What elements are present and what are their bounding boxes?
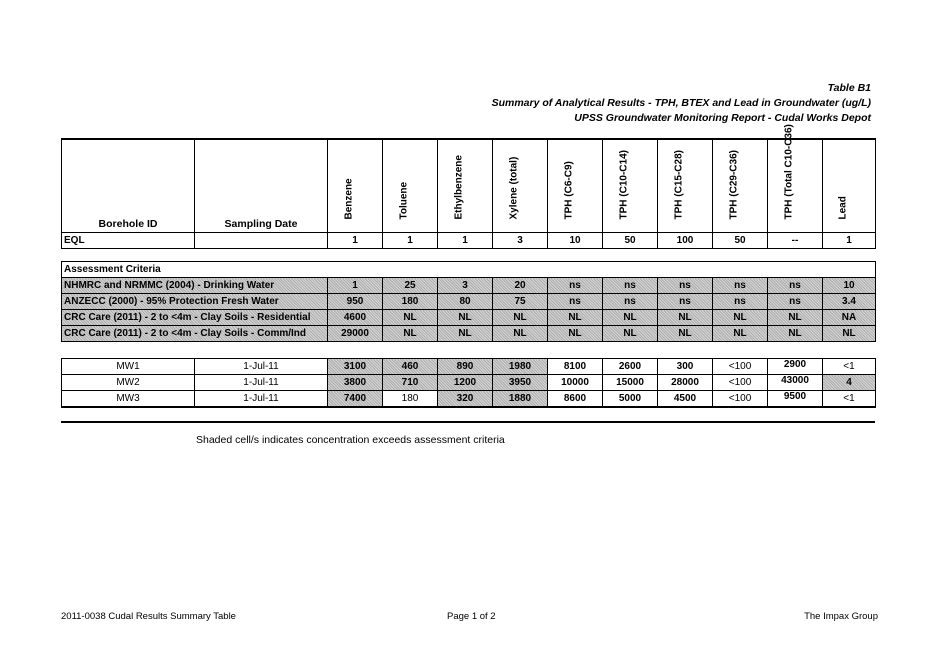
eql-value: 1 xyxy=(383,233,438,249)
criteria-title: Assessment Criteria xyxy=(62,262,876,278)
col-borehole-id: Borehole ID xyxy=(62,139,195,233)
criteria-value: 20 xyxy=(493,278,548,294)
sampling-date: 1-Jul-11 xyxy=(195,391,328,408)
result-value: 3800 xyxy=(328,375,383,391)
result-value: 1200 xyxy=(438,375,493,391)
criteria-value: NL xyxy=(713,310,768,326)
col-benzene: Benzene xyxy=(328,139,383,233)
eql-row xyxy=(62,233,876,249)
eql-value: 1 xyxy=(328,233,383,249)
result-value: 1880 xyxy=(493,391,548,408)
criteria-value: 25 xyxy=(383,278,438,294)
criteria-value: NL xyxy=(768,310,823,326)
criteria-label: CRC Care (2011) - 2 to <4m - Clay Soils - Comm/Ind xyxy=(62,326,328,342)
criteria-value: NL xyxy=(768,326,823,342)
result-value: 7400 xyxy=(328,391,383,408)
criteria-value: NL xyxy=(658,326,713,342)
result-value: 180 xyxy=(383,391,438,408)
result-value: 8600 xyxy=(548,391,603,408)
result-value: 2900 xyxy=(768,359,823,375)
result-value: 3100 xyxy=(328,359,383,375)
result-value: 1980 xyxy=(493,359,548,375)
result-value: 43000 xyxy=(768,375,823,391)
criteria-value: NL xyxy=(383,310,438,326)
eql-label: EQL xyxy=(62,233,195,249)
result-row xyxy=(62,391,876,408)
col-lead: Lead xyxy=(823,139,876,233)
result-value: 5000 xyxy=(603,391,658,408)
result-value: 320 xyxy=(438,391,493,408)
col-xylene: Xylene (total) xyxy=(493,139,548,233)
criteria-value: 4600 xyxy=(328,310,383,326)
criteria-value: NL xyxy=(713,326,768,342)
result-value: <100 xyxy=(713,391,768,408)
criteria-value: ns xyxy=(658,294,713,310)
result-value: 460 xyxy=(383,359,438,375)
result-value: 28000 xyxy=(658,375,713,391)
result-value: 15000 xyxy=(603,375,658,391)
eql-value: 1 xyxy=(438,233,493,249)
eql-value: 1 xyxy=(823,233,876,249)
criteria-value: NL xyxy=(603,310,658,326)
criteria-value: 3 xyxy=(438,278,493,294)
eql-value: -- xyxy=(768,233,823,249)
result-value: 9500 xyxy=(768,391,823,408)
criteria-value: NL xyxy=(438,326,493,342)
result-row xyxy=(62,375,876,391)
criteria-label: NHMRC and NRMMC (2004) - Drinking Water xyxy=(62,278,328,294)
criteria-value: ns xyxy=(603,294,658,310)
criteria-value: ns xyxy=(548,278,603,294)
col-toluene: Toluene xyxy=(383,139,438,233)
result-value: 10000 xyxy=(548,375,603,391)
borehole-id: MW3 xyxy=(62,391,195,408)
criteria-table xyxy=(61,261,876,342)
col-tph-c15-c28: TPH (C15-C28) xyxy=(658,139,713,233)
col-ethylbenzene: Ethylbenzene xyxy=(438,139,493,233)
sampling-date: 1-Jul-11 xyxy=(195,375,328,391)
borehole-id: MW1 xyxy=(62,359,195,375)
bottom-rule xyxy=(61,421,875,423)
criteria-value: 80 xyxy=(438,294,493,310)
criteria-value: ns xyxy=(713,278,768,294)
result-value: 4 xyxy=(823,375,876,391)
criteria-value: 1 xyxy=(328,278,383,294)
result-row xyxy=(62,359,876,375)
eql-value: 100 xyxy=(658,233,713,249)
eql-value: 10 xyxy=(548,233,603,249)
result-value: 710 xyxy=(383,375,438,391)
shading-note: Shaded cell/s indicates concentration exceeds assessment criteria xyxy=(196,434,505,446)
criteria-value: NL xyxy=(603,326,658,342)
criteria-value: NL xyxy=(658,310,713,326)
criteria-value: ns xyxy=(548,294,603,310)
borehole-id: MW2 xyxy=(62,375,195,391)
result-value: 3950 xyxy=(493,375,548,391)
table-subtitle: UPSS Groundwater Monitoring Report - Cudal Works Depot xyxy=(574,112,871,124)
eql-value: 3 xyxy=(493,233,548,249)
criteria-row xyxy=(62,294,876,310)
criteria-value: NL xyxy=(823,326,876,342)
criteria-value: NL xyxy=(493,310,548,326)
footer-page: Page 1 of 2 xyxy=(447,611,496,622)
footer-left: 2011-0038 Cudal Results Summary Table xyxy=(61,611,236,622)
criteria-value: 10 xyxy=(823,278,876,294)
col-tph-total: TPH (Total C10-C36) xyxy=(768,139,823,233)
criteria-row xyxy=(62,326,876,342)
criteria-value: 3.4 xyxy=(823,294,876,310)
result-value: <100 xyxy=(713,375,768,391)
column-header-row xyxy=(62,139,876,233)
criteria-row xyxy=(62,278,876,294)
col-tph-c10-c14: TPH (C10-C14) xyxy=(603,139,658,233)
criteria-value: 180 xyxy=(383,294,438,310)
criteria-value: ns xyxy=(658,278,713,294)
criteria-value: NL xyxy=(548,310,603,326)
criteria-value: ns xyxy=(603,278,658,294)
col-tph-c29-c36: TPH (C29-C36) xyxy=(713,139,768,233)
result-value: <100 xyxy=(713,359,768,375)
result-value: <1 xyxy=(823,359,876,375)
result-value: 8100 xyxy=(548,359,603,375)
criteria-label: ANZECC (2000) - 95% Protection Fresh Water xyxy=(62,294,328,310)
criteria-value: NL xyxy=(438,310,493,326)
eql-value: 50 xyxy=(713,233,768,249)
col-tph-c6-c9: TPH (C6-C9) xyxy=(548,139,603,233)
result-value: 2600 xyxy=(603,359,658,375)
header-table xyxy=(61,124,876,249)
criteria-value: NL xyxy=(383,326,438,342)
criteria-value: NA xyxy=(823,310,876,326)
criteria-value: ns xyxy=(768,294,823,310)
criteria-value: ns xyxy=(713,294,768,310)
criteria-title-row xyxy=(62,262,876,278)
table-title: Summary of Analytical Results - TPH, BTEX and Lead in Groundwater (ug/L) xyxy=(491,97,871,109)
table-number: Table B1 xyxy=(827,82,871,94)
criteria-value: NL xyxy=(548,326,603,342)
criteria-label: CRC Care (2011) - 2 to <4m - Clay Soils - Residential xyxy=(62,310,328,326)
sampling-date: 1-Jul-11 xyxy=(195,359,328,375)
criteria-value: 75 xyxy=(493,294,548,310)
results-table xyxy=(61,358,876,408)
eql-value: 50 xyxy=(603,233,658,249)
eql-date-blank xyxy=(195,233,328,249)
result-value: <1 xyxy=(823,391,876,408)
criteria-value: 950 xyxy=(328,294,383,310)
criteria-value: NL xyxy=(493,326,548,342)
result-value: 4500 xyxy=(658,391,713,408)
criteria-row xyxy=(62,310,876,326)
footer-right: The Impax Group xyxy=(804,611,878,622)
criteria-value: ns xyxy=(768,278,823,294)
criteria-value: 29000 xyxy=(328,326,383,342)
col-sampling-date: Sampling Date xyxy=(195,139,328,233)
result-value: 300 xyxy=(658,359,713,375)
result-value: 890 xyxy=(438,359,493,375)
